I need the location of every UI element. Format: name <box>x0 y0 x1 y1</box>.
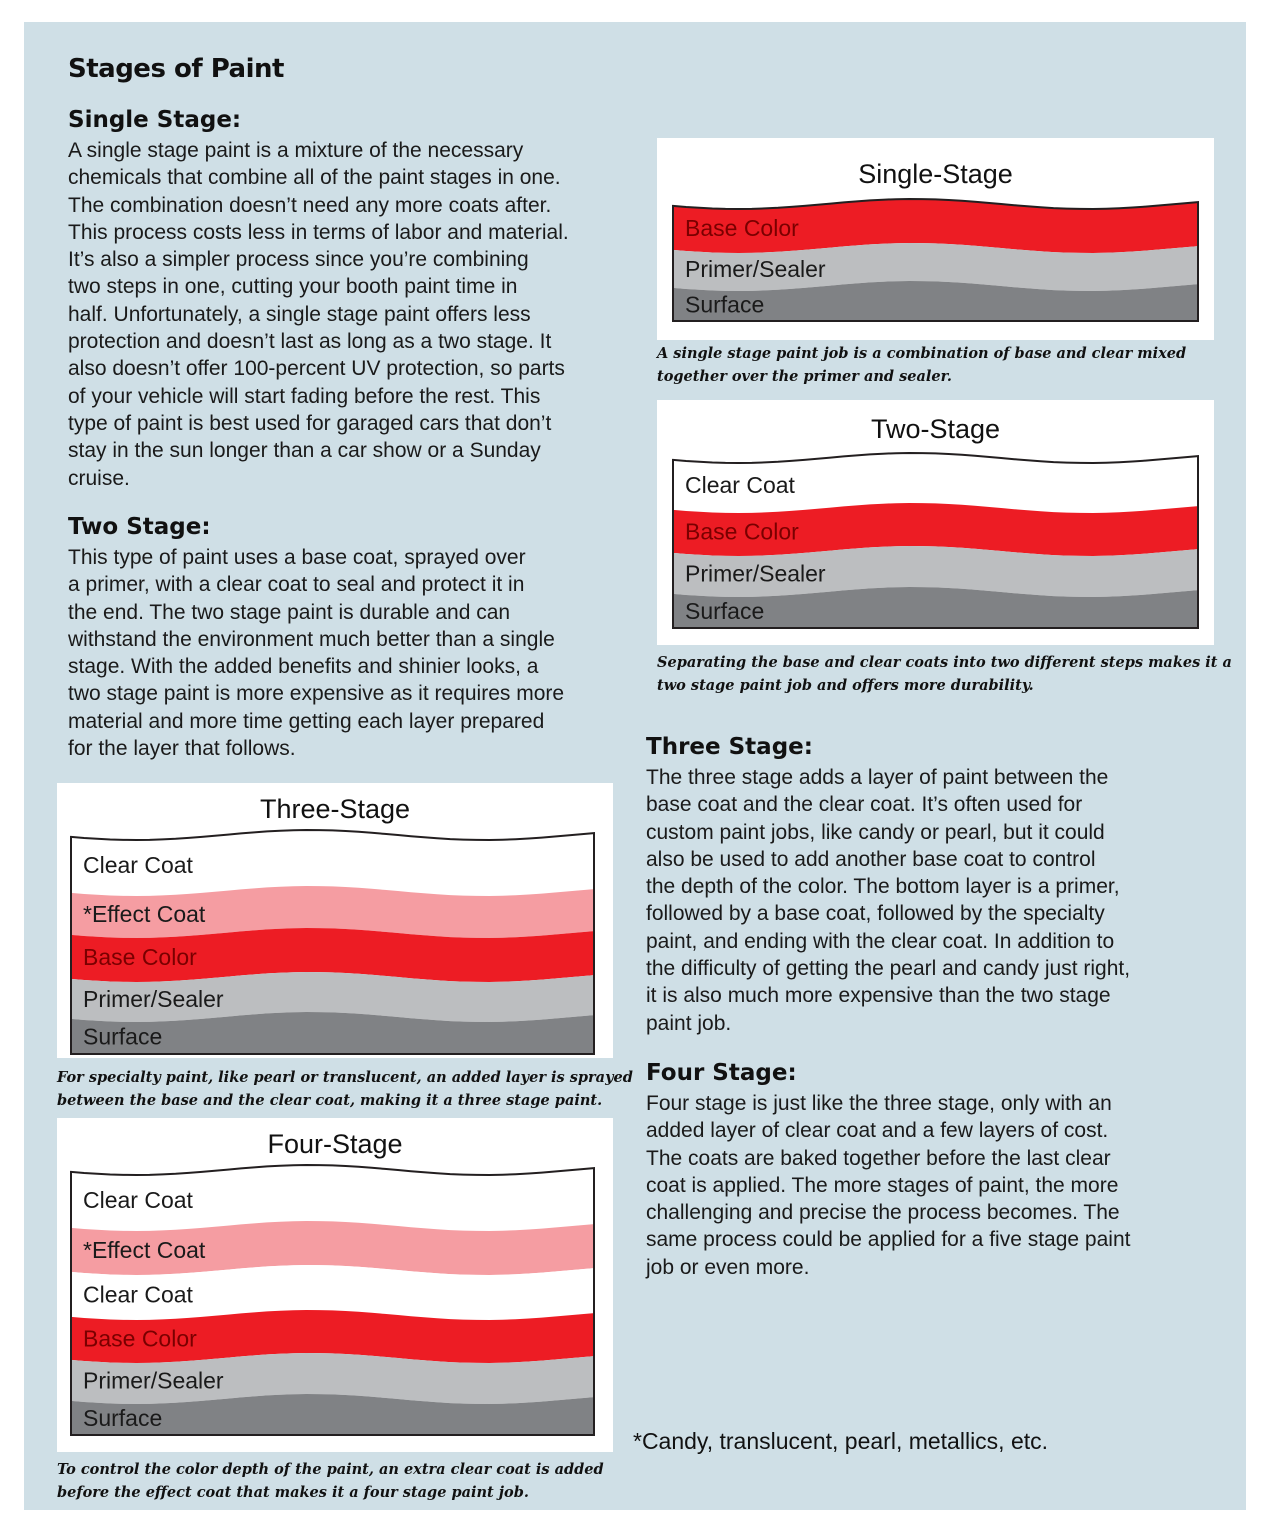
single-stage-caption <box>657 342 1186 388</box>
two-stage-layers-svg <box>657 400 1214 645</box>
page-title: Stages of Paint <box>68 54 284 84</box>
text-line: This type of paint uses a base coat, sprayed over <box>68 546 526 569</box>
text-line: For specialty paint, like pearl or translucent, an added layer is sprayed <box>57 1069 633 1086</box>
layer-label: Base Color <box>685 215 799 241</box>
layer-label: Clear Coat <box>83 852 193 878</box>
diagram-title: Four-Stage <box>267 1129 403 1159</box>
layer-label: Surface <box>685 598 765 624</box>
text-line: it is also much more expensive than the two stage <box>646 984 1111 1008</box>
text-line: the depth of the color. The bottom layer is a primer, <box>646 875 1120 899</box>
text-line: challenging and precise the process becomes. The <box>646 1201 1120 1225</box>
layer-label: Base Color <box>83 1325 197 1352</box>
text-line: Separating the base and clear coats into two different steps makes it a <box>657 654 1232 671</box>
text-line: Four stage is just like the three stage, only with an <box>646 1092 1112 1115</box>
text-line: followed by a base coat, followed by the specialty <box>646 902 1105 926</box>
three-stage-text <box>646 764 1216 1037</box>
three-stage-layers-svg <box>57 783 613 1058</box>
layer-label: Surface <box>685 291 765 318</box>
layer-label: *Effect Coat <box>83 1237 206 1263</box>
text-line: To control the color depth of the paint, an extra clear coat is added <box>57 1461 604 1478</box>
text-line: added layer of clear coat and a few layers of cost. <box>646 1119 1109 1143</box>
text-line: A single stage paint is a mixture of the necessary <box>68 139 524 162</box>
text-line: two stage paint job and offers more durability. <box>657 677 1034 694</box>
two-stage-caption <box>657 651 1232 697</box>
text-line: job or even more. <box>646 1255 810 1279</box>
footnote: *Candy, translucent, pearl, metallics, etc. <box>633 1428 1049 1454</box>
text-line: This process costs less in terms of labor and material. <box>68 220 569 244</box>
text-line: two stage paint is more expensive as it requires more <box>68 682 565 706</box>
text-line: together over the primer and sealer. <box>657 368 952 385</box>
layer-label: Base Color <box>685 518 799 545</box>
text-line: of your vehicle will start fading before the rest. This <box>68 384 541 408</box>
diagram-title: Two-Stage <box>870 414 1001 444</box>
four-stage-diagram <box>57 1118 613 1452</box>
text-line: the difficulty of getting the pearl and candy just right, <box>646 957 1131 981</box>
text-line: cruise. <box>68 466 130 490</box>
text-line: stage. With the added benefits and shinier looks, a <box>68 655 539 679</box>
text-line: also doesn’t offer 100-percent UV protection, so parts <box>68 357 565 381</box>
single-stage-layers-svg <box>657 138 1214 340</box>
text-line: a primer, with a clear coat to seal and protect it in <box>68 573 525 597</box>
text-line: for the layer that follows. <box>68 737 296 761</box>
text-line: The coats are baked together before the last clear <box>646 1146 1111 1170</box>
text-line: stay in the sun longer than a car show or a Sunday <box>68 439 541 463</box>
text-line: same process could be applied for a five stage paint <box>646 1228 1131 1252</box>
text-line: material and more time getting each layer prepared <box>68 709 545 733</box>
diagram-title: Single-Stage <box>858 159 1013 189</box>
layer-label: Surface <box>83 1023 163 1050</box>
text-line: paint job. <box>646 1011 732 1035</box>
text-line: custom paint jobs, like candy or pearl, but it could <box>646 820 1105 844</box>
text-line: It’s also a simpler process since you’re combining <box>68 248 529 272</box>
text-line: protection and doesn’t last as long as a two stage. It <box>68 330 552 354</box>
layer-label: Clear Coat <box>83 1187 193 1213</box>
layer-label: Primer/Sealer <box>83 1367 224 1394</box>
text-line: also be used to add another base coat to control <box>646 847 1096 871</box>
layer-label: Surface <box>83 1405 163 1431</box>
text-line: The three stage adds a layer of paint between the <box>646 766 1109 789</box>
three-stage-diagram <box>57 783 613 1058</box>
four-stage-layers-svg <box>57 1118 613 1452</box>
text-line: chemicals that combine all of the paint stages in one. <box>68 166 561 190</box>
layer-label: Primer/Sealer <box>685 560 826 587</box>
text-line: The combination doesn’t need any more coats after. <box>68 193 552 217</box>
three-stage-caption <box>57 1066 633 1112</box>
layer-label: *Effect Coat <box>83 901 206 927</box>
single-stage-diagram <box>657 138 1214 340</box>
text-line: before the effect coat that makes it a four stage paint job. <box>57 1484 529 1501</box>
two-stage-heading: Two Stage: <box>68 514 211 540</box>
text-line: paint, and ending with the clear coat. In addition to <box>646 929 1115 953</box>
layer-label: Primer/Sealer <box>83 986 224 1012</box>
text-line: withstand the environment much better than a single <box>68 627 555 651</box>
layer-label: Clear Coat <box>83 1281 193 1308</box>
four-stage-text <box>646 1090 1216 1281</box>
four-stage-heading: Four Stage: <box>646 1060 797 1086</box>
single-stage-text <box>68 137 628 492</box>
text-line: base coat and the clear coat. It’s often used for <box>646 793 1083 817</box>
layer-label: Base Color <box>83 944 197 970</box>
three-stage-heading: Three Stage: <box>646 734 813 760</box>
two-stage-diagram <box>657 400 1214 645</box>
text-line: A single stage paint job is a combination of base and clear mixed <box>657 345 1187 362</box>
text-line: type of paint is best used for garaged cars that don’t <box>68 411 552 435</box>
two-stage-text <box>68 544 628 762</box>
diagram-title: Three-Stage <box>259 794 411 824</box>
layer-label: Clear Coat <box>685 472 795 498</box>
layer-label: Primer/Sealer <box>685 256 826 282</box>
single-stage-heading: Single Stage: <box>68 107 242 133</box>
four-stage-caption <box>57 1458 604 1504</box>
text-line: between the base and the clear coat, making it a three stage paint. <box>57 1092 603 1109</box>
text-line: two steps in one, cutting your booth paint time in <box>68 275 518 299</box>
text-line: the end. The two stage paint is durable and can <box>68 600 511 624</box>
text-line: coat is applied. The more stages of paint, the more <box>646 1173 1119 1197</box>
text-line: half. Unfortunately, a single stage paint offers less <box>68 302 531 326</box>
